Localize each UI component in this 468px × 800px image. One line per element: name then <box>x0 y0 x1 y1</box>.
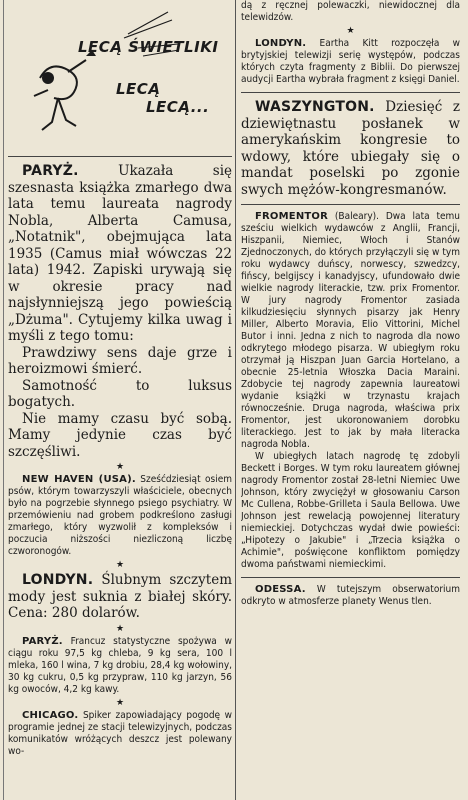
article-fromentor <box>241 211 460 451</box>
article-text: Dziesięć z dziewiętnastu posłanek w amerykańskim kongresie to wdowy, które ubiegały się o mandat poselski po zgonie swych mężów-kongresmanów. <box>241 99 460 198</box>
section-rule <box>241 92 460 93</box>
logo-line-2: LECĄ <box>116 80 161 98</box>
dateline: WASZYNGTON. <box>255 99 375 115</box>
dateline: CHICAGO. <box>22 709 79 721</box>
article-odessa <box>241 584 460 608</box>
star-separator: ★ <box>346 26 355 36</box>
dateline: FROMENTOR <box>255 211 329 222</box>
article-londyn-suknia <box>8 572 232 622</box>
dateline: ODESSA. <box>255 584 306 595</box>
logo-line-1: LECĄ ŚWIETLIKI <box>78 38 219 56</box>
article-text: Eartha Kitt rozpoczęła w brytyjskiej telewizji serię występów, podczas których czyta fragmenty z Biblii. Do pierwszej audycji Eartha wybrała fragment z księgi Daniel. <box>241 38 460 85</box>
dateline: PARYŻ. <box>22 635 63 647</box>
article-paryz-statystyka <box>8 636 232 696</box>
quote-3: Nie mamy czasu być sobą. Mamy jedynie czas być szczęśliwi. <box>8 410 232 460</box>
article-text: W tutejszym obserwatorium odkryto w atmosferze planety Wenus tlen. <box>241 584 460 607</box>
right-column <box>241 0 460 800</box>
dateline: LONDYN. <box>255 38 307 49</box>
article-chicago-continued: dą z ręcznej polewaczki, niewidocznej dla telewidzów. <box>241 0 460 23</box>
star-separator: ★ <box>115 623 125 634</box>
star-separator: ★ <box>115 697 125 708</box>
quote-2: Samotność to luksus bogatych. <box>8 377 232 410</box>
dateline: NEW HAVEN (USA). <box>22 474 136 485</box>
article-text: Francuz statystyczne spożywa w ciągu roku 97,5 kg chleba, 9 kg sera, 100 l mleka, 160 l wina, 7 kg drobiu, 28,4 kg wołowiny, 30 kg cukru, 0,5 kg przypraw, 110 kg jarzyn, 56 kg owoców, 4,2 kg kawy. <box>8 635 232 695</box>
article-text: Sześćdziesiąt osiem psów, którym towarzyszyli właściciele, obecnych było na pogrzebie słynnego psiego psychiatry. W przemówieniu nad grobem podkreślono zasługi zmarłego, który wyzwolił z kompleksów i poczucia niższości niezliczoną liczbę czworonogów. <box>8 474 232 557</box>
left-edge-rule <box>3 0 4 800</box>
section-rule <box>241 577 460 578</box>
section-rule <box>8 156 232 157</box>
logo-line-3: LECĄ... <box>146 98 210 116</box>
article-text: Ukazała się szesnasta książka zmarłego dwa lata temu laureata nagrody Nobla, Alberta Camusa, „Notatnik", obejmująca lata 1935 (Camus miał wówczas 22 lata) 1942. Zapiski urywają się w okresie pracy nad najsłynniejszą jego powieścią „Dżuma". Cytujemy kilka uwag i myśli z tego tomu: <box>8 163 232 344</box>
article-londyn-eartha <box>241 38 460 86</box>
dateline: LONDYN. <box>22 572 94 588</box>
fireflies-drawing-icon <box>18 8 198 138</box>
article-waszyngton <box>241 99 460 198</box>
article-new-haven <box>8 474 232 558</box>
column-logo <box>8 0 232 150</box>
article-text: (Baleary). Dwa lata temu sześciu wielkich wydawców z Anglii, Francji, Hiszpanii, Niemiec, Włoch i Stanów Zjednoczonych, do których przyłączyli się w tym roku wydawcy duńscy, norwescy, szwedzcy, fińscy, belgijscy i kanadyjscy, ufundowało dwie wielkie nagrody literackie, tzw. prix Fromentor. W jury nagrody Fromentor zasiada kilkudziesięciu słynnych pisarzy jak Henry Miller, Alberto Moravia, Elio Vittorini, Michel Butor i inni. Jedna z nich to nagroda dla nowo odkrytego młodego pisarza. W ubiegłym roku otrzymał ją Hiszpan Juan Garcia Hortelano, a obecnie 25-letnia Włoszka Dacia Maraini. Zdobycie tej nagrody zapewnia laureatowi wydanie książki w trzynastu krajach równocześnie. Druga nagroda, właściwa prix Fromentor, jest ukoronowaniem dorobku literackiego. Jest to jak by mała literacka nagroda Nobla. <box>241 211 460 450</box>
dateline: PARYŻ. <box>22 163 79 179</box>
article-text: Ślubnym szczytem mody jest suknia z białej skóry. Cena: 280 dolarów. <box>8 572 232 621</box>
left-column <box>8 0 232 800</box>
star-separator: ★ <box>115 462 125 472</box>
article-paryz-camus <box>8 163 232 345</box>
star-separator: ★ <box>115 560 125 570</box>
quote-1: Prawdziwy sens daje grze i heroizmowi śmierć. <box>8 344 232 377</box>
column-divider <box>235 0 236 800</box>
section-rule <box>241 204 460 205</box>
article-chicago <box>8 710 232 758</box>
article-text: Spiker zapowiadający pogodę w programie jednej ze stacji telewizyjnych, podczas komunikatów wróżących deszcz jest polewany wo- <box>8 709 232 757</box>
article-fromentor-part-2: W ubiegłych latach nagrodę tę zdobyli Beckett i Borges. W tym roku laureatem głównej nagrody Fromentor został 28-letni Niemiec Uwe Johnson, który zwyciężył w głosowaniu Carson Mc Cullena, Robbe-Grilleta i Saula Bellowa. Uwe Johnson jest rewelacją powojennej literatury niemieckiej. Dotychczas wydał dwie powieści: „Hipotezy o Jakubie" i „Trzecia książka o Achimie", poświęcone konfliktom pomiędzy dwoma państwami niemieckimi. <box>241 451 460 570</box>
